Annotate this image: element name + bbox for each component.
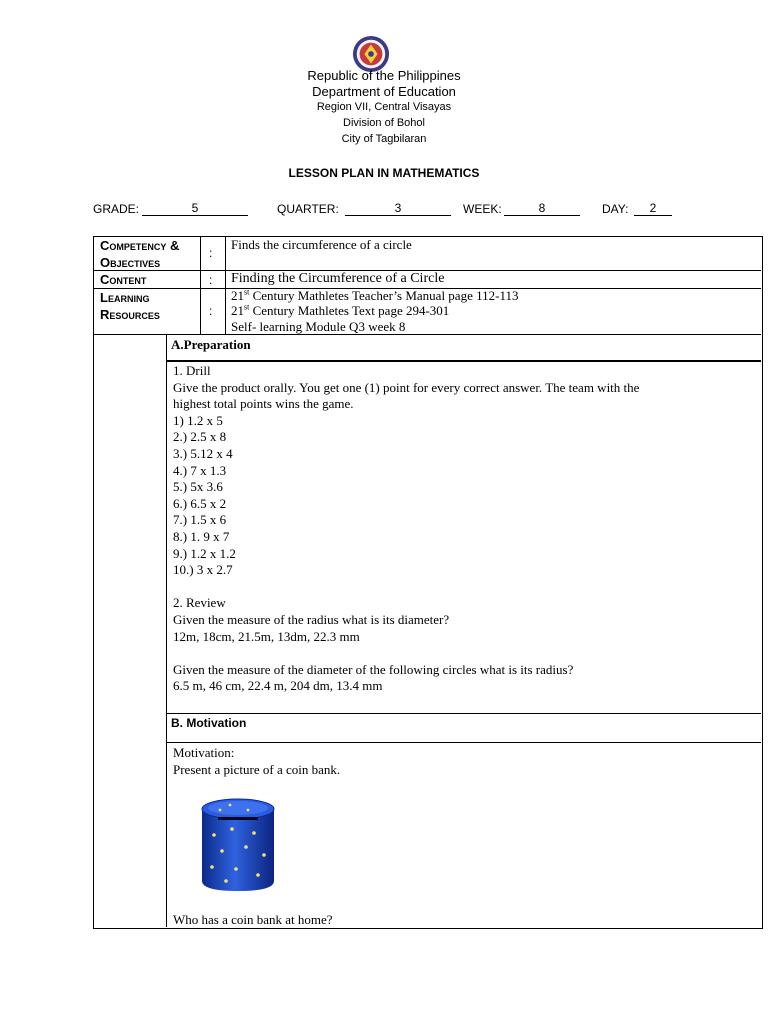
preparation-heading: A.Preparation [171, 337, 251, 352]
resource-item: 21st Century Mathletes Teacher’s Manual page 112-113 [231, 287, 519, 303]
day-label: DAY: [602, 202, 629, 216]
resource-item: Self- learning Module Q3 week 8 [231, 318, 406, 334]
city-text: City of Tagbilaran [341, 133, 427, 145]
table-divider [167, 360, 761, 362]
republic-text: Republic of the Philippines [307, 68, 461, 83]
table-divider [167, 713, 761, 714]
resources-label: Learning Resources [100, 290, 160, 322]
review-answers: 12m, 18cm, 21.5m, 13dm, 22.3 mm [173, 628, 360, 644]
motivation-instruction: Present a picture of a coin bank. [173, 762, 341, 777]
competency-label: Competency & Objectives [100, 238, 180, 270]
day-value: 2 [634, 202, 672, 216]
grade-value: 5 [142, 202, 248, 216]
drill-item: 2.) 2.5 x 8 [173, 429, 227, 445]
table-divider [200, 236, 201, 334]
table-divider [225, 236, 226, 334]
drill-item: 1) 1.2 x 5 [173, 412, 223, 428]
drill-instructions: highest total points wins the game. [173, 396, 354, 412]
quarter-label: QUARTER: [277, 202, 339, 216]
region-text: Region VII, Central Visayas [316, 101, 452, 113]
drill-item: 10.) 3 x 2.7 [173, 562, 233, 578]
review-question: Given the measure of the diameter of the following circles what is its radius? [173, 661, 574, 677]
drill-item: 5.) 5x 3.6 [173, 479, 223, 495]
resources-list [231, 288, 518, 334]
drill-instructions: Give the product orally. You get one (1) point for every correct answer. The team with the [173, 379, 640, 395]
content-colon: : [209, 273, 213, 287]
week-label: WEEK: [463, 202, 502, 216]
drill-item: 3.) 5.12 x 4 [173, 445, 233, 461]
motivation-heading: B. Motivation [171, 716, 247, 730]
competency-colon: : [209, 246, 213, 260]
drill-item: 4.) 7 x 1.3 [173, 462, 227, 478]
review-title: 2. Review [173, 595, 226, 611]
content-value: Finding the Circumference of a Circle [231, 271, 445, 286]
drill-item: 9.) 1.2 x 1.2 [173, 545, 236, 561]
grade-label: GRADE: [93, 202, 140, 216]
review-answers: 6.5 m, 46 cm, 22.4 m, 204 dm, 13.4 mm [173, 678, 383, 694]
drill-title: 1. Drill [173, 363, 211, 378]
review-question: Given the measure of the radius what is its diameter? [173, 611, 450, 627]
resource-item: 21st Century Mathletes Text page 294-301 [231, 303, 450, 319]
quarter-value: 3 [345, 202, 451, 216]
competency-value: Finds the circumference of a circle [231, 237, 412, 252]
content-label: Content [100, 272, 147, 287]
drill-item: 6.) 6.5 x 2 [173, 495, 227, 511]
department-text: Department of Education [312, 84, 456, 99]
motivation-label: Motivation: [173, 745, 235, 760]
drill-item: 7.) 1.5 x 6 [173, 512, 227, 528]
table-divider [166, 334, 167, 927]
table-divider [167, 742, 761, 743]
resources-colon: : [209, 304, 213, 318]
page-title: LESSON PLAN IN MATHEMATICS [288, 166, 480, 180]
drill-item: 8.) 1. 9 x 7 [173, 528, 230, 544]
week-value: 8 [504, 202, 580, 216]
motivation-question: Who has a coin bank at home? [173, 912, 333, 927]
division-text: Division of Bohol [343, 117, 425, 129]
drill-section [173, 363, 639, 695]
coin-bank-image [192, 795, 284, 895]
